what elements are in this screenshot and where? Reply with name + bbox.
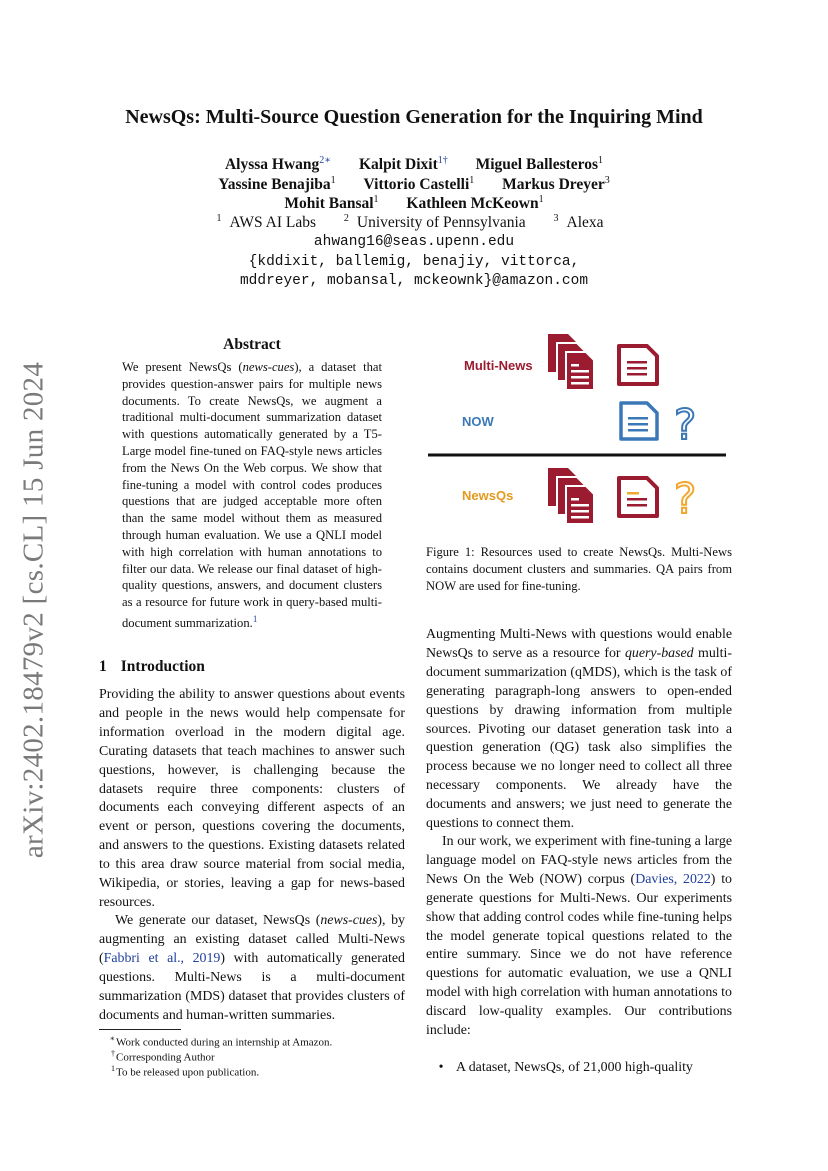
intro-paragraph-1: Providing the ability to answer questions about events and people in the news would help compensate for information overload in the modern digital age. Curating datasets that teach machines to answer such questions, however, is challenging because the datasets require three components: clusters of documents each conveying different aspects of an event or person, questions covering the documents, and answers to the questions. Existing datasets related to this area draw source material from social media, Wikipedia, or stories, leaving a gap for news-based resources. [99,687,405,910]
footnote: †Corresponding Author [111,1049,215,1064]
row-label-multi-news: Multi-News [464,358,533,373]
row-label-newsqs: NewsQs [462,488,514,503]
author: Vittorio Castelli$^1$ [363,175,475,194]
summary-document-icon [619,478,657,516]
authors-row-1 [0,155,828,174]
author: Kalpit Dixit$^{1\dagger}$ [358,155,448,174]
summary-document-icon [619,346,657,384]
right-paragraph-1: Augmenting Multi-News with questions would enable NewsQs to serve as a resource for query-based multi-document summarization (qMDS), which is the task of generating paragraph-long answers to open-ended questions by drawing information from multiple sources. Pivoting our dataset generation task into a question generation (QG) task also simplifies the process because we no longer need to collect all three necessary components. We already have the documents and answers; we just need to generate the questions to connect them. [426,627,732,832]
intro-paragraph-2: We generate our dataset, NewsQs (news-cues), by augmenting an existing dataset called Multi-News (Fabbri et al., 2019) with automatically generated questions. Multi-News is a multi-document summarization (MDS) dataset that provides clusters of documents and human-written summaries. [99,913,405,1023]
document-cluster-icon [548,468,594,524]
footnote-ref[interactable]: 1 [252,613,258,624]
citation-link[interactable]: Davies, 2022 [635,871,711,887]
author: Markus Dreyer$^3$ [502,175,610,194]
author: Alyssa Hwang$^{2∗}$ [224,155,332,174]
affiliation: $^2$ University of Pennsylvania [343,213,526,232]
authors-row-2 [0,175,828,194]
footnote-divider [99,1029,181,1030]
row-label-now: NOW [462,414,494,429]
document-cluster-icon [548,334,594,390]
figure-caption: Figure 1: Resources used to create NewsQs. Multi-News contains document clusters and summaries. QA pairs from NOW are used for fine-tuning. [426,545,732,593]
affiliations [0,213,828,232]
question-mark-icon: ? [674,400,697,449]
affiliation: $^3$ Alexa [553,213,604,232]
author: Yassine Benajiba$^1$ [218,175,336,194]
email-line-2: {kddixit, ballemig, benajiy, vittorca, [248,254,580,270]
arxiv-stamp [16,361,52,859]
authors-row-3 [0,194,828,213]
author: Miguel Ballesteros$^1$ [475,155,604,174]
author: Mohit Bansal$^1$ [284,194,379,213]
abstract-heading: Abstract [223,336,281,353]
summary-document-icon [621,403,657,439]
right-paragraph-2: In our work, we experiment with fine-tuning a large language model on FAQ-style news articles from the News On the Web (NOW) corpus (Davies, 2022) to generate questions for Multi-News. Our experiments show that adding control codes while fine-tuning helps the model generate topical questions related to the entire summary. Since we do not have reference questions for automatic evaluation, we use a QNLI model with high correlation with human annotations to discard low-quality examples. Our contributions include: [426,834,733,1039]
citation-link[interactable]: Fabbri et al., 2019 [103,950,221,966]
affiliation: $^1$ AWS AI Labs [216,213,317,232]
paper-title: NewsQs: Multi-Source Question Generation for the Inquiring Mind [125,106,703,128]
email-line-3: mddreyer, mobansal, mckeownk}@amazon.com [239,273,589,289]
question-mark-icon: ? [674,474,697,523]
author: Kathleen McKeown$^1$ [406,194,544,213]
abstract-body: We present NewsQs (news-cues), a dataset that provides question-answer pairs for multiple news documents. To create NewsQs, we augment a traditional multi-document summarization dataset with questions automatically generated by a T5-Large model fine-tuned on FAQ-style news articles from the News On the Web corpus. We show that fine-tuning a model with control codes produces questions that are judged acceptable more often than the same model without them as measured through human evaluation. We use a QNLI model with high correlation with human annotations to filter our data. We release our final dataset of high-quality questions, answers, and document clusters as a resource for future work in query-based multi-document summarization.$^1$ [122,360,382,631]
contribution-bullet: • A dataset, NewsQs, of 21,000 high-quality [426,1059,732,1078]
section-heading: 1 Introduction [99,658,205,675]
figure-1 [426,328,732,528]
email-line-1: ahwang16@seas.upenn.edu [313,234,515,250]
footnote: ∗Work conducted during an internship at Amazon. [109,1034,333,1049]
bullet-dot: • [438,1060,444,1075]
footnote: $^1$To be released upon publication. [111,1064,260,1079]
arxiv-stamp-text: arXiv:2402.18479v2 [cs.CL] 15 Jun 2024 [17,361,50,859]
